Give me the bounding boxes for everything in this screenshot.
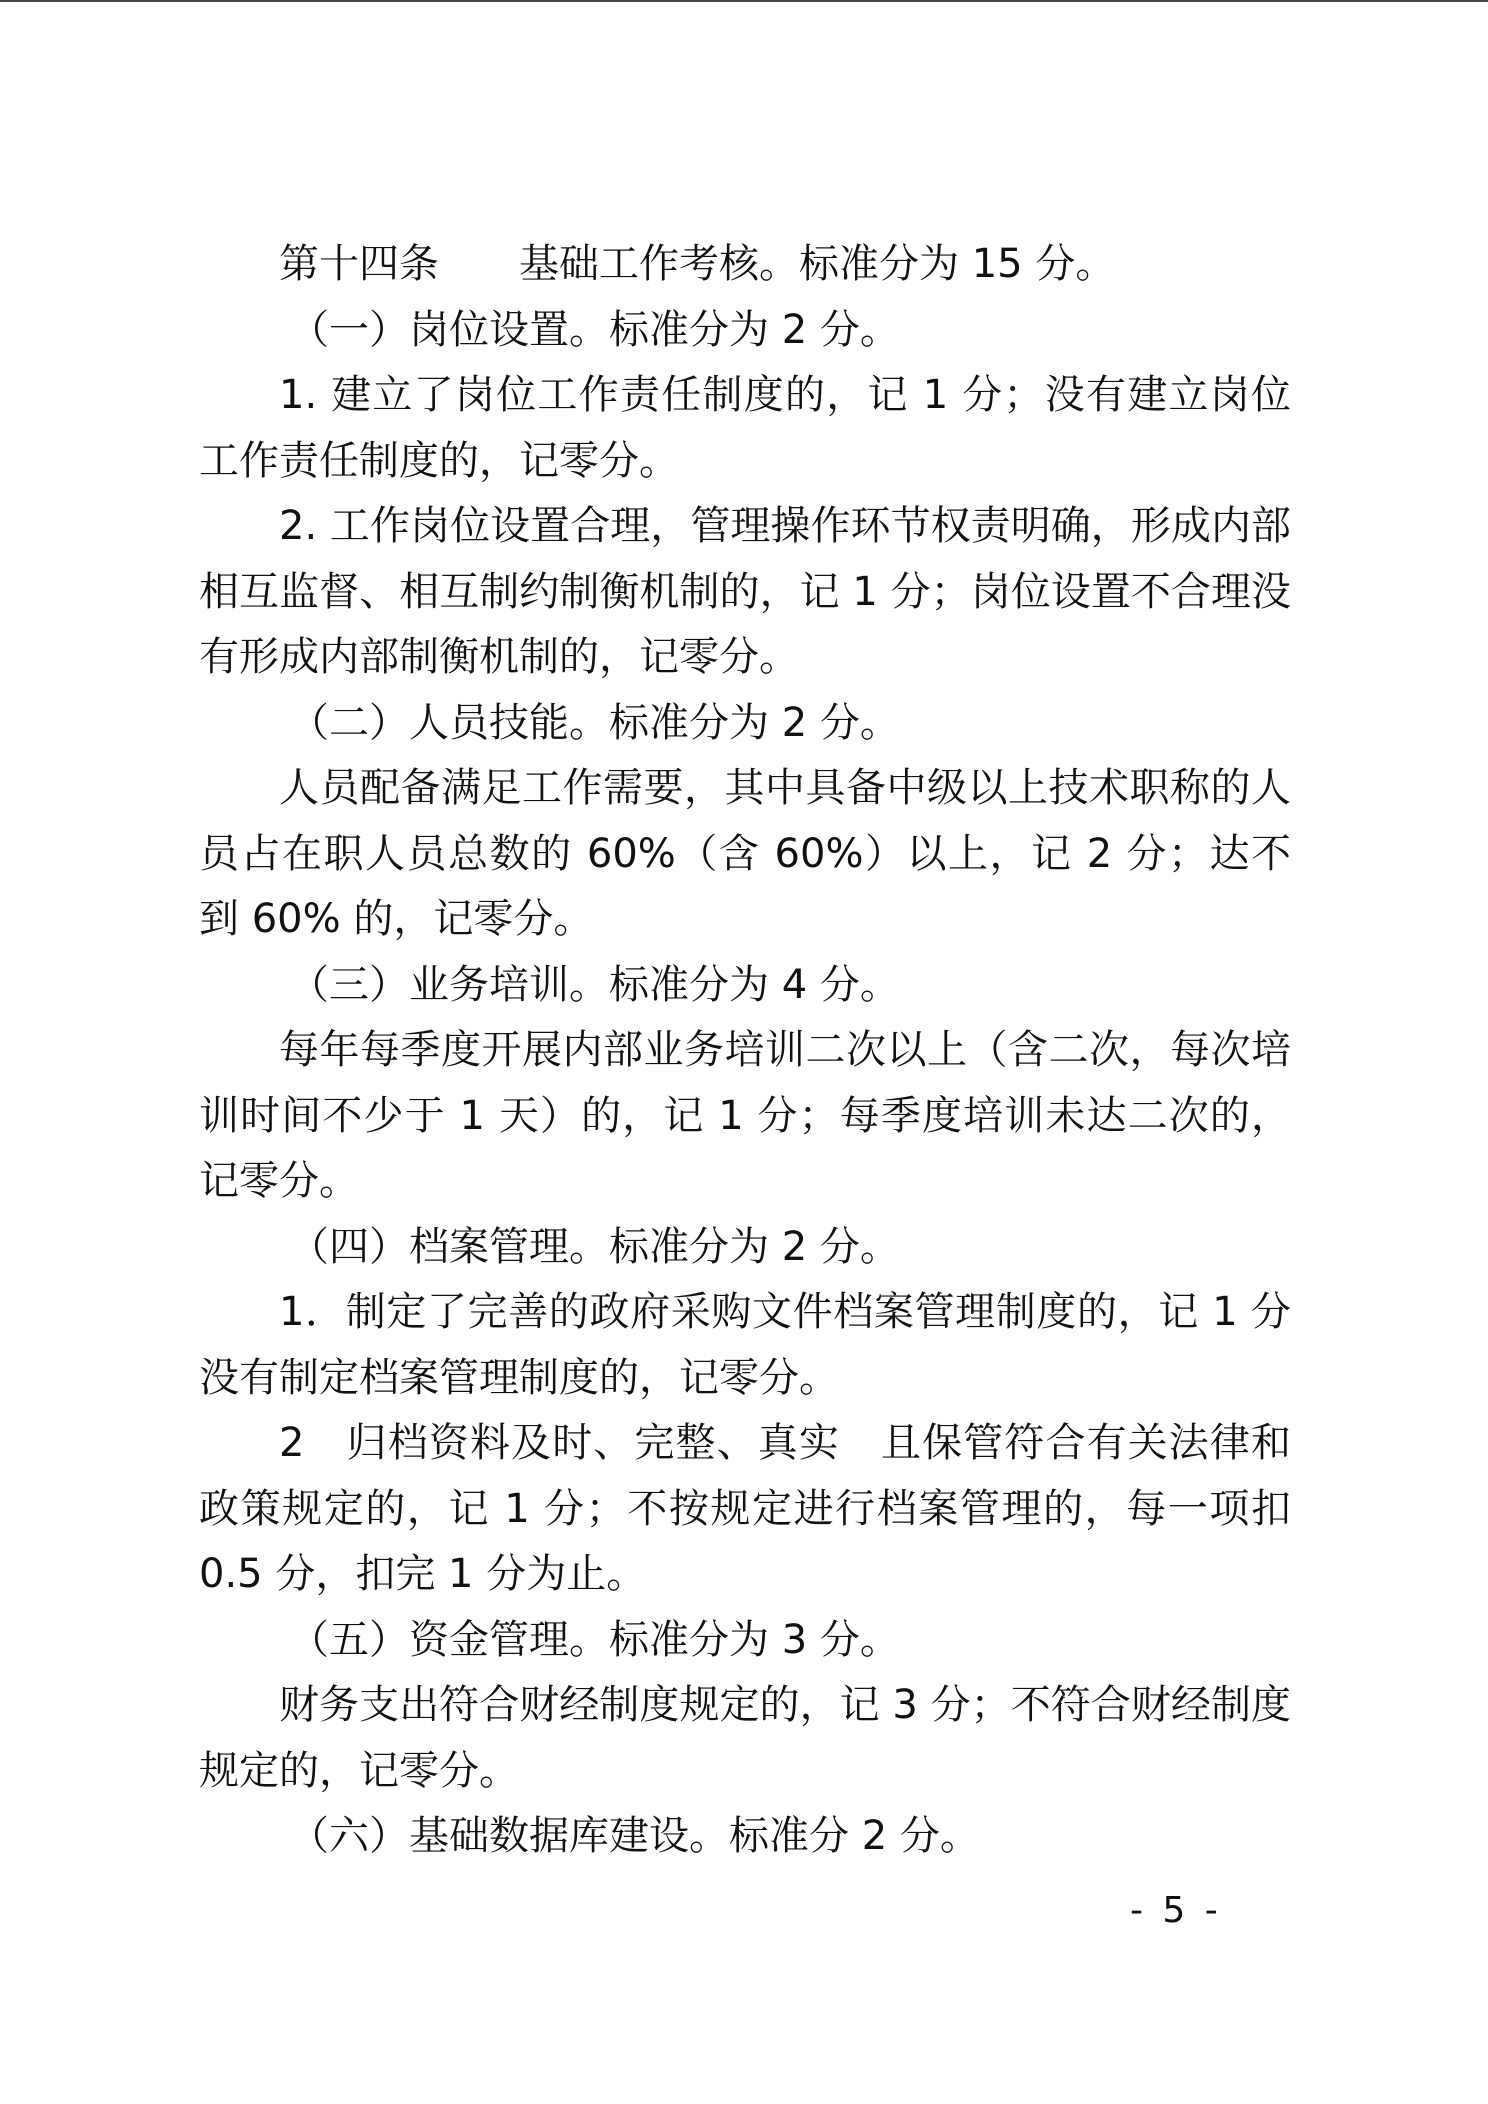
paragraph: 每年每季度开展内部业务培训二次以上（含二次，每次培训时间不少于 1 天）的，记 1 分；每季度培训未达二次的，记零分。 bbox=[199, 1027, 1291, 1204]
page-number: - 5 - bbox=[1130, 1890, 1222, 1931]
paragraph: 1．制定了完善的政府采购文件档案管理制度的，记 1 分没有制定档案管理制度的，记零分。 bbox=[199, 1289, 1291, 1401]
section-heading-staff: （二）人员技能。标准分为 2 分。 bbox=[289, 699, 900, 746]
section-heading-database: （六）基础数据库建设。标准分 2 分。 bbox=[289, 1813, 980, 1859]
section-heading-funds: （五）资金管理。标准分为 3 分。 bbox=[289, 1616, 900, 1663]
paragraph: 2 归档资料及时、完整、真实 且保管符合有关法律和政策规定的，记 1 分；不按规定进行档案管理的，每一项扣 0.5 分，扣完 1 分为止。 bbox=[199, 1420, 1291, 1597]
document-body bbox=[199, 232, 1291, 1870]
paragraph: 人员配备满足工作需要，其中具备中级以上技术职称的人员占在职人员总数的 60%（含 60%）以上，记 2 分；达不到 60% 的，记零分。 bbox=[199, 765, 1291, 942]
section-heading-archives: （四）档案管理。标准分为 2 分。 bbox=[289, 1223, 900, 1270]
paragraph: 2. 工作岗位设置合理，管理操作环节权责明确，形成内部相互监督、相互制约制衡机制的，记 1 分；岗位设置不合理没有形成内部制衡机制的，记零分。 bbox=[199, 503, 1291, 680]
section-heading-training: （三）业务培训。标准分为 4 分。 bbox=[289, 961, 900, 1008]
paragraph: 1. 建立了岗位工作责任制度的，记 1 分；没有建立岗位工作责任制度的，记零分。 bbox=[199, 372, 1291, 484]
section-heading-post: （一）岗位设置。标准分为 2 分。 bbox=[289, 306, 900, 353]
article-heading bbox=[199, 232, 1291, 298]
paragraph: 财务支出符合财经制度规定的，记 3 分；不符合财经制度规定的，记零分。 bbox=[199, 1682, 1291, 1794]
article-number: 第十四条 bbox=[279, 241, 439, 287]
article-title: 基础工作考核。标准分为 15 分。 bbox=[519, 241, 1116, 287]
